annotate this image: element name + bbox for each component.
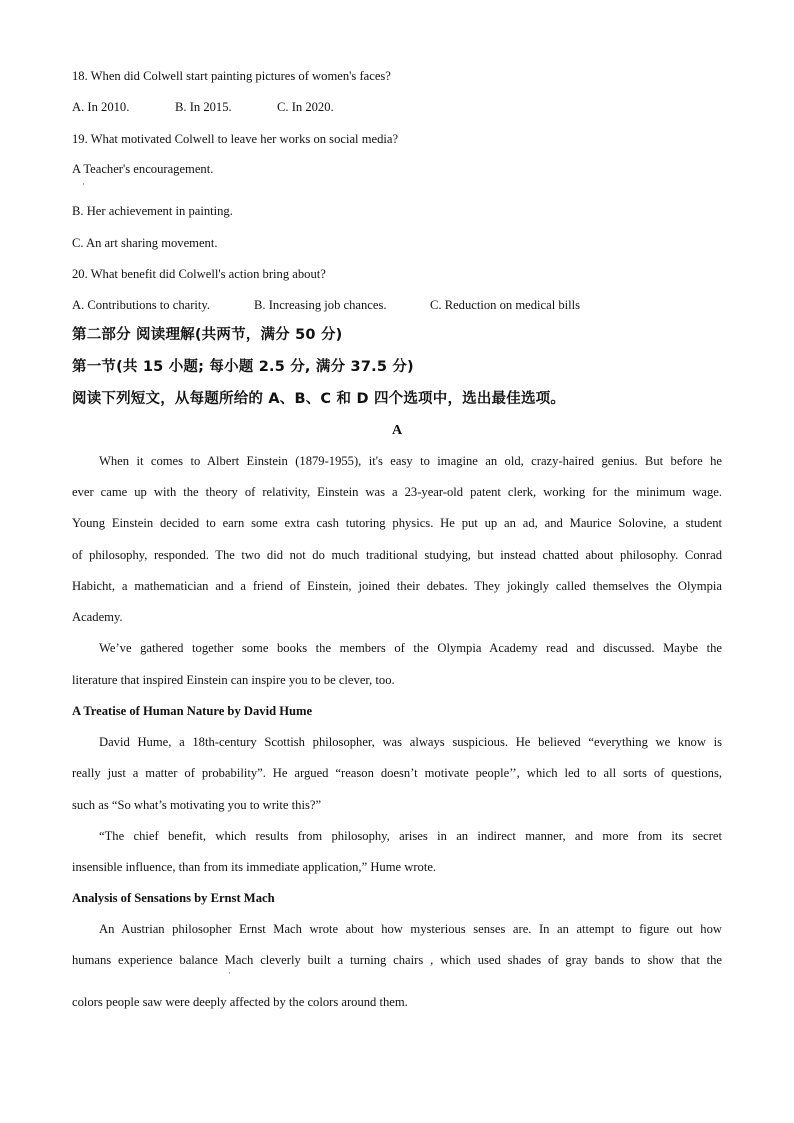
stray-dot-mark: · <box>82 179 85 189</box>
question-20-stem: 20. What benefit did Colwell's action bring about? <box>72 267 326 281</box>
question-20-option-a: A. Contributions to charity. <box>72 298 211 312</box>
question-20-option-c: C. Reduction on medical bills <box>430 298 581 312</box>
stray-dot-mark: · <box>228 968 231 978</box>
book-2-p1-line-1: An Austrian philosopher Ernst Mach wrote about how mysterious senses are. In an attempt to figure out how <box>99 922 722 936</box>
passage-p2-line-1: We’ve gathered together some books the members of the Olympia Academy read and discussed. Maybe the <box>99 641 722 655</box>
passage-p1-line-4: of philosophy, responded. The two did not do much traditional studying, but instead chatted about philosophy. Conrad <box>72 548 722 562</box>
passage-p1-line-1: When it comes to Albert Einstein (1879-1955), it's easy to imagine an old, crazy-haired genius. But before he <box>99 454 722 468</box>
book-1-heading: A Treatise of Human Nature by David Hume <box>72 704 313 718</box>
question-19-option-b: B. Her achievement in painting. <box>72 204 233 218</box>
book-1-p2-line-1: “The chief benefit, which results from philosophy, arises in an indirect manner, and more from its secret <box>99 829 722 843</box>
question-20-options <box>72 297 580 313</box>
book-1-p1-line-1: David Hume, a 18th-century Scottish philosopher, was always suspicious. He believed “everything we know is <box>99 735 722 749</box>
book-1-p1-line-3: such as “So what’s motivating you to write this?” <box>72 798 322 812</box>
passage-p2-line-2: literature that inspired Einstein can inspire you to be clever, too. <box>72 673 395 687</box>
question-18-option-c: C. In 2020. <box>277 100 334 114</box>
book-2-heading: Analysis of Sensations by Ernst Mach <box>72 891 275 905</box>
question-20-option-b: B. Increasing job chances. <box>254 298 387 312</box>
passage-letter: A <box>391 423 403 438</box>
section-sub-title: 第一节(共 15 小题; 每小题 2.5 分, 满分 37.5 分) <box>72 359 414 375</box>
book-2-p1-line-2: humans experience balance Mach cleverly built a turning chairs , which used shades of gray bands to show that the <box>72 953 722 967</box>
question-18-option-a: A. In 2010. <box>72 100 130 114</box>
question-19-option-c: C. An art sharing movement. <box>72 236 218 250</box>
question-18-option-b: B. In 2015. <box>175 100 232 114</box>
question-19-stem: 19. What motivated Colwell to leave her works on social media? <box>72 132 399 146</box>
section-part-title: 第二部分 阅读理解(共两节，满分 50 分) <box>72 327 343 343</box>
book-1-p1-line-2: really just a matter of probability”. He argued “reason doesn’t motivate people’’, which led to all sorts of questions, <box>72 766 722 780</box>
book-2-p1-line-3: colors people saw were deeply affected by the colors around them. <box>72 995 408 1009</box>
passage-p1-line-2: ever came up with the theory of relativity, Einstein was a 23-year-old patent clerk, working for the minimum wage. <box>72 485 722 499</box>
book-1-p2-line-2: insensible influence, than from its immediate application,” Hume wrote. <box>72 860 437 874</box>
passage-p1-line-3: Young Einstein decided to earn some extra cash tutoring physics. He put up an ad, and Maurice Solovine, a student <box>72 516 722 530</box>
question-18-stem: 18. When did Colwell start painting pictures of women's faces? <box>72 69 391 83</box>
passage-p1-line-5: Habicht, a mathematician and a friend of Einstein, joined their debates. They jokingly called themselves the Olympia <box>72 579 722 593</box>
question-18-options <box>72 99 334 115</box>
section-instruction: 阅读下列短文，从每题所给的 A、B、C 和 D 四个选项中，选出最佳选项。 <box>72 391 566 407</box>
passage-p1-line-6: Academy. <box>72 610 123 624</box>
question-19-option-a: A Teacher's encouragement. <box>72 162 214 176</box>
